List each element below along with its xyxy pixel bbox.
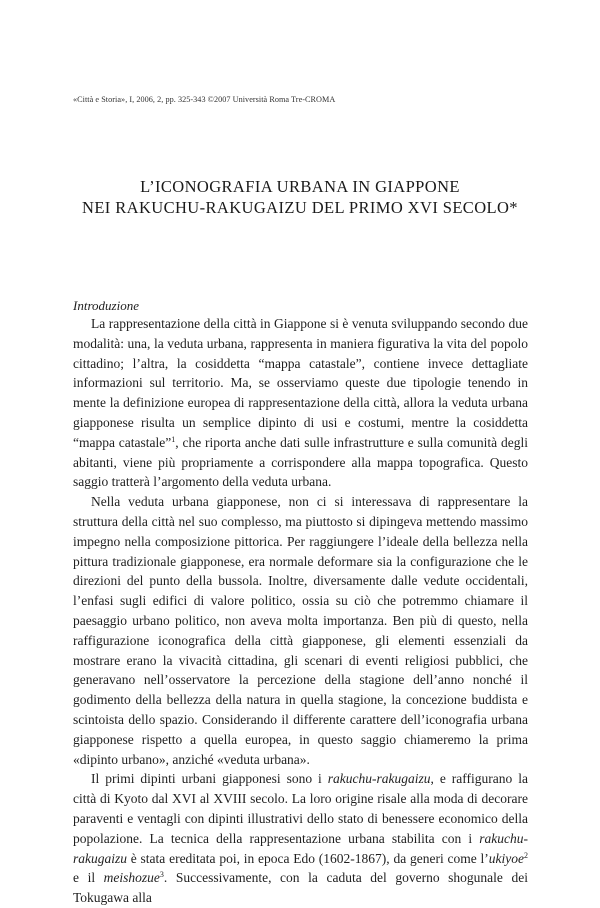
paragraph-3-text-e: . Successivamente, con la caduta del governo shogunale dei Tokugawa alla xyxy=(73,870,528,906)
body-text xyxy=(73,314,528,908)
term-rakuchu-rakugaizu: rakuchu-rakugaizu xyxy=(327,771,431,787)
paragraph-1-text-b: , che riporta anche dati sulle infrastrutture e sulla comunità degli abitanti, viene più propriamente a corrispondere alla mappa topografica. Questo saggio tratterà l’argomento della veduta urbana. xyxy=(73,434,528,490)
footnote-ref-2: 2 xyxy=(524,850,528,860)
paragraph-1 xyxy=(73,314,528,492)
paragraph-3 xyxy=(73,769,528,908)
paragraph-3-text-d: e il xyxy=(73,870,104,886)
running-header: «Città e Storia», I, 2006, 2, pp. 325-343 ©2007 Università Roma Tre-CROMA xyxy=(73,95,336,104)
paragraph-3-text-a: Il primi dipinti urbani giapponesi sono i xyxy=(91,771,328,787)
term-ukiyoe: ukiyoe xyxy=(488,850,524,866)
footnote-ref-3: 3 xyxy=(159,870,164,880)
term-meishozue: meishozue xyxy=(103,870,160,886)
paragraph-2: Nella veduta urbana giapponese, non ci si interessava di rappresentare la struttura della città nel suo complesso, ma piuttosto si dipingeva mettendo massimo impegno nella composizione pittorica. Per raggiungere l’ideale della bellezza nella pittura tradizionale giapponese, era normale deformare sia la configurazione che le direzioni del punto della bussola. Inoltre, diversamente dalle vedute occidentali, l’enfasi sugli edifici di valore politico, ossia su ciò che potremmo chiamare il paesaggio urbano politico, non aveva molta importanza. Ben più di questo, nella raffigurazione iconografica della città giapponese, gli elementi essenziali da mostrare erano la vivacità cittadina, gli scenari di eventi religiosi pubblici, che generavano nell’osservatore la percezione della stagione dell’anno nonché il godimento della bellezza della natura in quella stagione, la concezione buddista e scintoista dello spazio. Considerando il differente carattere dell’iconografia urbana giapponese rispetto a quella europea, in questo saggio chiameremo la prima «dipinto urbano», anziché «veduta urbana». xyxy=(73,494,528,767)
article-title xyxy=(0,176,600,218)
footnote-ref-1: 1 xyxy=(171,434,176,444)
article-title-line-1: L’ICONOGRAFIA URBANA IN GIAPPONE xyxy=(140,177,460,196)
paragraph-3-text-b: , e raffigurano la città di Kyoto dal XVI al XVIII secolo. La loro origine risale alla moda di decorare paraventi e ventagli con dipinti illustrativi dello stato di benessere economico della popolazione. La tecnica della rappresentazione urbana stabilita con i xyxy=(73,771,528,846)
section-heading: Introduzione xyxy=(73,298,139,313)
paragraph-1-text-a: La rappresentazione della città in Giappone si è venuta sviluppando secondo due modalità: una, la veduta urbana, rappresenta in maniera figurativa la vita del popolo cittadino; l’altra, la cosiddetta “mappa catastale”, contiene invece dettagliate informazioni sul territorio. Ma, se osserviamo queste due tipologie tenendo in mente la definizione europea di rappresentazione della città, allora la veduta urbana giapponese risulta un semplice dipinto di usi e costumi, mentre la cosiddetta “mappa catastale” xyxy=(73,316,528,450)
article-title-line-2: NEI RAKUCHU-RAKUGAIZU DEL PRIMO XVI SECOLO* xyxy=(82,198,518,217)
paragraph-3-text-c: è stata ereditata poi, in epoca Edo (1602-1867), da generi come l’ xyxy=(127,850,489,866)
term-rakuchu-rakugaizu-2: rakuchu-rakugaizu xyxy=(73,830,528,866)
